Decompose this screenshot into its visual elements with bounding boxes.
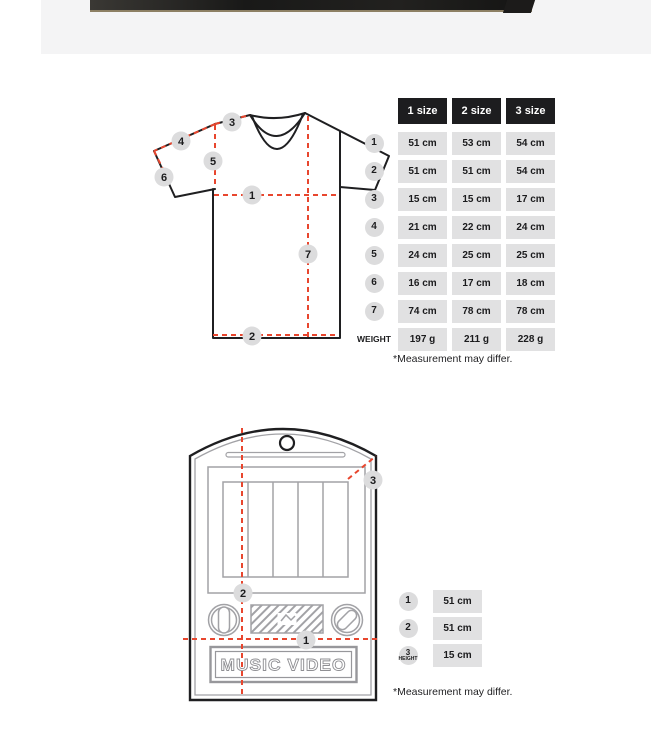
size-cell-r2c3: 54 cm (506, 160, 555, 183)
size-table-footnote: *Measurement may differ. (393, 353, 513, 365)
pkg-measure-point-1-label: 1 (302, 634, 310, 647)
size-cell-r4c3: 24 cm (506, 216, 555, 239)
tshirt-measure-points (155, 113, 318, 346)
pkg-measure-point-2-label: 2 (239, 587, 247, 600)
tshirt-collar-back (250, 113, 305, 118)
pkg-row-label-3-number: 3 (405, 647, 411, 657)
size-cell-r1c1: 51 cm (398, 132, 447, 155)
pkg-cell-1: 51 cm (433, 590, 482, 613)
size-cell-r3c2: 15 cm (452, 188, 501, 211)
product-photo-remnant (90, 0, 532, 12)
size-row-label-1: 1 (365, 134, 384, 153)
size-cell-r1c3: 54 cm (506, 132, 555, 155)
size-cell-r4c2: 22 cm (452, 216, 501, 239)
tshirt-body-outline (213, 131, 340, 338)
size-cell-r6c1: 16 cm (398, 272, 447, 295)
size-cell-r2c1: 51 cm (398, 160, 447, 183)
logo-box (211, 647, 357, 682)
size-cell-r4c1: 21 cm (398, 216, 447, 239)
size-cell-weight-c3: 228 g (506, 328, 555, 351)
package-table-footnote: *Measurement may differ. (393, 686, 513, 698)
size-row-label-7: 7 (365, 302, 384, 321)
size-cell-r3c1: 15 cm (398, 188, 447, 211)
hanger-slot (226, 453, 345, 458)
hero-photo-band (41, 0, 651, 54)
right-dial (332, 605, 363, 636)
size-row-label-6: 6 (365, 274, 384, 293)
measure-point-7-label: 7 (304, 248, 312, 261)
size-cell-r5c1: 24 cm (398, 244, 447, 267)
size-cell-weight-c1: 197 g (398, 328, 447, 351)
package-diagram (180, 420, 390, 705)
tshirt-collar-inner (252, 114, 303, 149)
size-cell-r2c2: 51 cm (452, 160, 501, 183)
pkg-row-label-1: 1 (399, 592, 418, 611)
tshirt-diagram (140, 95, 400, 360)
size-cell-r6c2: 17 cm (452, 272, 501, 295)
pkg-measure-point-3-label: 3 (369, 474, 377, 487)
size-cell-weight-c2: 211 g (452, 328, 501, 351)
measure-point-4-label: 4 (177, 135, 185, 148)
size-row-label-5: 5 (365, 246, 384, 265)
pkg-cell-2: 51 cm (433, 617, 482, 640)
size-col-header-2: 2 size (452, 98, 501, 124)
product-photo-edge (503, 0, 535, 13)
logo-text: MUSIC VIDEO (220, 655, 347, 675)
hanger-hole (280, 436, 294, 450)
measure-point-3-label: 3 (228, 116, 236, 129)
size-row-label-2: 2 (365, 162, 384, 181)
size-cell-r5c2: 25 cm (452, 244, 501, 267)
measure-point-2-label: 2 (248, 330, 256, 343)
pkg-row-label-3 (399, 646, 418, 665)
size-cell-r7c3: 78 cm (506, 300, 555, 323)
size-cell-r3c3: 17 cm (506, 188, 555, 211)
size-cell-r1c2: 53 cm (452, 132, 501, 155)
size-row-label-4: 4 (365, 218, 384, 237)
measure-point-5-label: 5 (209, 155, 217, 168)
pkg-row-label-3-sublabel: HEIGHT (398, 655, 418, 662)
hatched-plate (251, 605, 323, 633)
size-cell-r5c3: 25 cm (506, 244, 555, 267)
left-dial (209, 605, 240, 636)
size-row-label-weight: WEIGHT (357, 334, 391, 344)
pkg-row-label-2: 2 (399, 619, 418, 638)
pkg-cell-3: 15 cm (433, 644, 482, 667)
size-cell-r7c2: 78 cm (452, 300, 501, 323)
measure-point-6-label: 6 (160, 171, 168, 184)
size-col-header-3: 3 size (506, 98, 555, 124)
size-col-header-1: 1 size (398, 98, 447, 124)
size-cell-r6c3: 18 cm (506, 272, 555, 295)
size-row-label-3: 3 (365, 190, 384, 209)
measure-point-1-label: 1 (248, 189, 256, 202)
size-cell-r7c1: 74 cm (398, 300, 447, 323)
